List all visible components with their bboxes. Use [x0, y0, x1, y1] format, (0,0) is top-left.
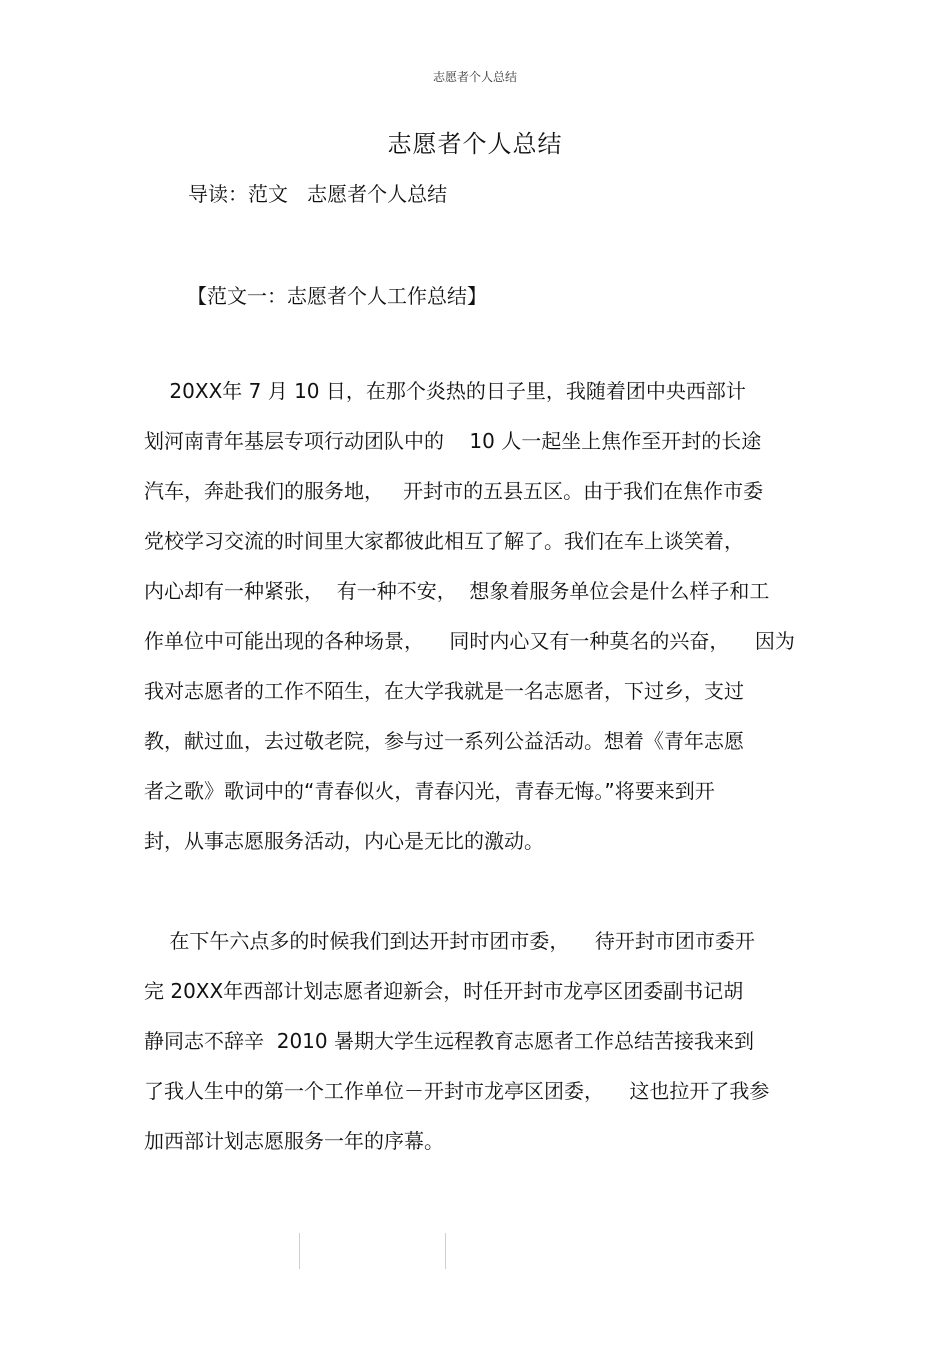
- paragraph-line: 在下午六点多的时候我们到达开封市团市委， 待开封市团市委开: [144, 929, 755, 953]
- intro-line: 导读：范文 志愿者个人总结: [188, 182, 448, 206]
- paragraph-line: 20XX年 7 月 10 日，在那个炎热的日子里，我随着团中央西部计: [144, 379, 746, 403]
- paragraph-line: 加西部计划志愿服务一年的序幕。: [144, 1129, 444, 1153]
- footer-divider-right: [445, 1233, 446, 1269]
- paragraph-line: 我对志愿者的工作不陌生，在大学我就是一名志愿者，下过乡，支过: [144, 679, 744, 703]
- section-heading: 【范文一：志愿者个人工作总结】: [187, 284, 487, 308]
- paragraph-line: 内心却有一种紧张， 有一种不安， 想象着服务单位会是什么样子和工: [144, 579, 770, 603]
- paragraph-line: 汽车，奔赴我们的服务地， 开封市的五县五区。由于我们在焦作市委: [144, 479, 764, 503]
- paragraph-line: 封，从事志愿服务活动，内心是无比的激动。: [144, 829, 544, 853]
- paragraph-line: 者之歌》歌词中的“青春似火，青春闪光，青春无悔。”将要来到开: [144, 779, 715, 803]
- paragraph-line: 了我人生中的第一个工作单位－开封市龙亭区团委， 这也拉开了我参: [144, 1079, 770, 1103]
- paragraph-line: 教，献过血，去过敬老院，参与过一系列公益活动。想着《青年志愿: [144, 729, 744, 753]
- document-title: 志愿者个人总结: [387, 130, 563, 158]
- footer-divider-left: [299, 1233, 300, 1269]
- paragraph-line: 完 20XX年西部计划志愿者迎新会，时任开封市龙亭区团委副书记胡: [144, 979, 744, 1003]
- paragraph-2: [144, 916, 824, 1166]
- paragraph-line: 静同志不辞辛 2010 暑期大学生远程教育志愿者工作总结苦接我来到: [144, 1029, 754, 1053]
- paragraph-line: 划河南青年基层专项行动团队中的 10 人一起坐上焦作至开封的长途: [144, 429, 762, 453]
- running-header: 志愿者个人总结: [432, 70, 517, 84]
- paragraph-line: 作单位中可能出现的各种场景， 同时内心又有一种莫名的兴奋， 因为: [144, 629, 795, 653]
- paragraph-line: 党校学习交流的时间里大家都彼此相互了解了。我们在车上谈笑着，: [144, 529, 744, 553]
- paragraph-1: [144, 366, 824, 866]
